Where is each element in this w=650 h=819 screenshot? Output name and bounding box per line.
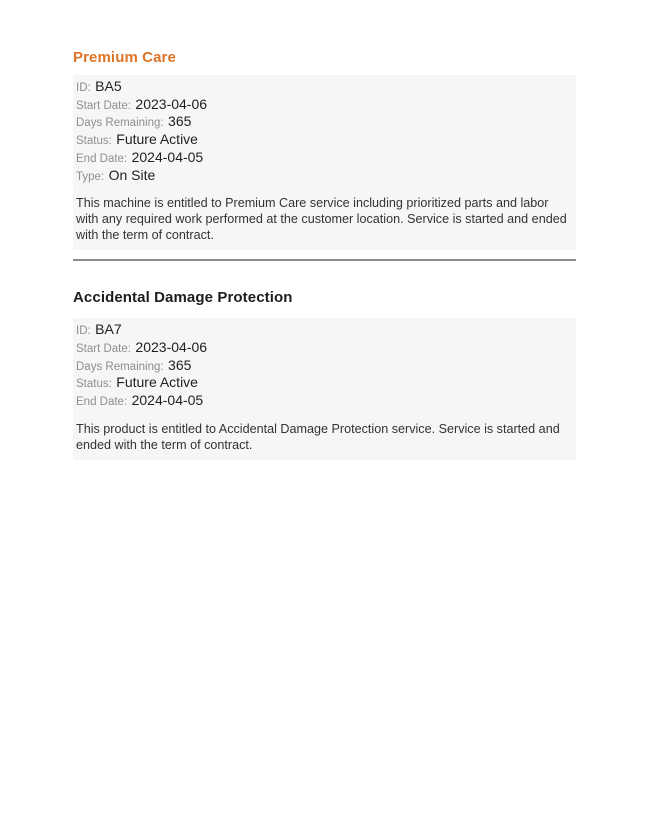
field-label: Start Date: [76,99,131,112]
field-label: Days Remaining: [76,360,164,373]
service-details-panel [73,75,576,250]
service-description: This product is entitled to Accidental Damage Protection service. Service is started and ended with the term of contract. [76,421,560,452]
service-section-premium-care [73,50,576,250]
field-label: End Date: [76,396,128,409]
service-details-panel [73,318,576,460]
field-label: Status: [76,135,112,148]
field-value: 2023-04-06 [135,95,208,112]
field-label: End Date: [76,152,128,165]
warranty-services-content [73,0,576,460]
field-label: Start Date: [76,342,131,355]
field-value: 2024-04-05 [131,392,204,409]
field-value: 2024-04-05 [131,148,204,165]
field-row-start-date [76,97,573,115]
field-row-id [76,79,573,97]
field-value: BA5 [95,78,122,94]
field-value: Future Active [116,131,198,148]
section-divider [73,259,576,261]
field-row-id [76,322,573,340]
field-row-days-remaining [76,358,573,376]
field-label: ID: [76,82,91,94]
field-row-status [76,375,573,393]
service-section-accidental-damage-protection [73,290,576,460]
field-row-end-date [76,393,573,411]
field-label: ID: [76,325,91,338]
section-title-premium-care: Premium Care [73,49,176,66]
field-row-status [76,132,573,150]
field-label: Type: [76,170,105,183]
field-value: 365 [168,113,192,130]
field-value: Future Active [116,374,198,391]
section-title-accidental-damage-protection: Accidental Damage Protection [73,289,293,307]
field-value: 2023-04-06 [135,338,208,355]
field-row-days-remaining [76,114,573,132]
field-row-start-date [76,340,573,358]
field-row-type [76,168,573,186]
field-label: Days Remaining: [76,117,164,130]
service-description: This machine is entitled to Premium Care service including prioritized parts and labor with any required work performed at the customer location. Service is started and ended with the term of contract. [76,196,567,243]
field-value: BA7 [95,321,122,338]
field-row-end-date [76,150,573,168]
field-label: Status: [76,378,112,391]
field-value: On Site [108,166,156,183]
field-value: 365 [168,356,192,373]
